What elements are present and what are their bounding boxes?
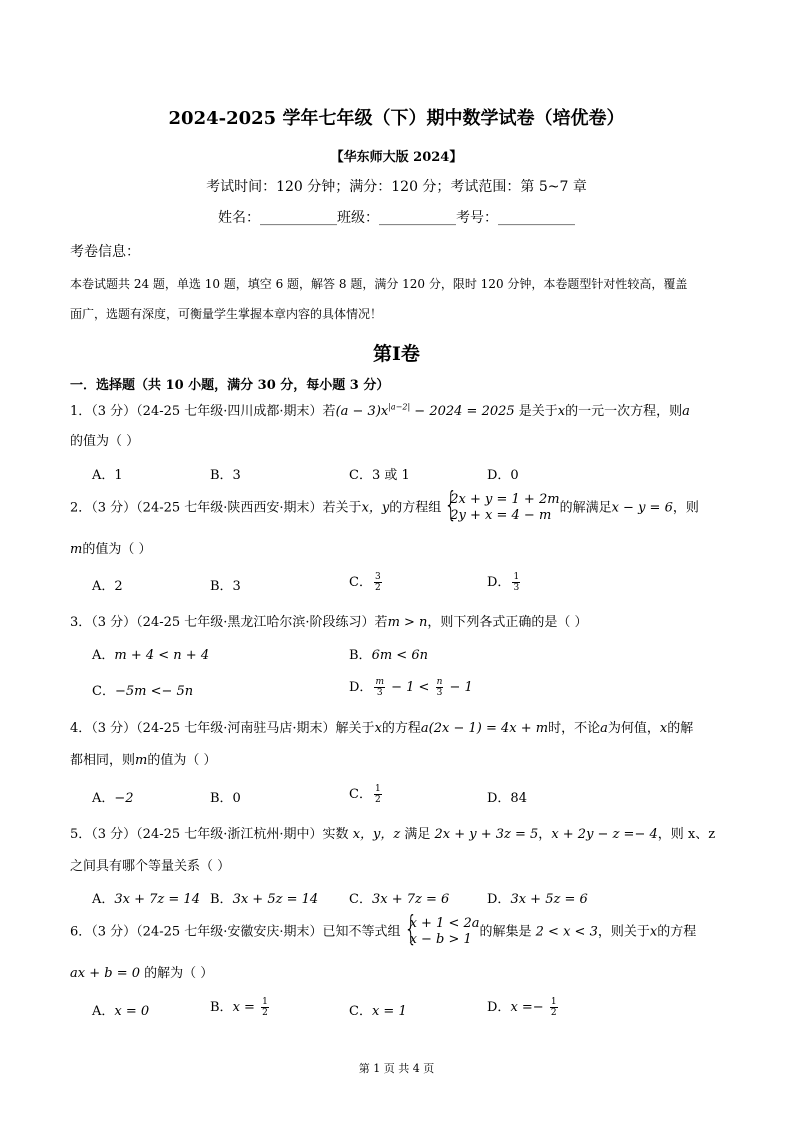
q2-option-b: B．3: [210, 579, 241, 594]
q5-option-a: A．3x + 7z = 14: [92, 892, 200, 907]
volume-title: 第Ⅰ卷: [373, 343, 420, 365]
q6-option-b-frac: $\frac{1}{2}$: [262, 997, 268, 1018]
edition-label: 【华东师大版 2024】: [330, 150, 463, 165]
q6-option-a: A．x = 0: [92, 1004, 150, 1019]
q1-sup: |a−2|: [388, 402, 411, 412]
q6-option-b: B．x = $\frac{1}{2}$: [210, 997, 268, 1018]
q2-option-c: [349, 571, 384, 593]
q2-eq1: { 2x + y = 1 + 2m: [450, 492, 560, 507]
question-1-line-1: [70, 400, 690, 419]
q2-system: [441, 492, 559, 524]
q1-var: x: [557, 404, 566, 419]
question-1-line-2: 的值为（ ）: [70, 434, 140, 449]
q2-option-c-frac: $\frac{3}{2}$: [374, 572, 381, 593]
section-title: 一．选择题（共 10 小题，满分 30 分，每小题 3 分）: [70, 378, 390, 393]
q2-mid: 的方程组: [389, 500, 442, 516]
question-2-line-1: [70, 492, 699, 524]
question-4-line-1: 4．（3 分）（24-25 七年级·河南驻马店·期末）解关于x的方程a(2x − 1) = 4x + m时，不论a为何值，x的解: [70, 721, 694, 736]
q2-option-d-label: D．: [487, 575, 511, 590]
question-3-line-1: [70, 611, 588, 630]
intro-label: 考卷信息：: [70, 244, 140, 260]
question-4-line-2: 都相同，则m的值为（ ）: [70, 753, 217, 768]
q4-option-b: B．0: [210, 791, 241, 806]
question-6-line-1: 6．（3 分）（24-25 七年级·安徽安庆·期末）已知不等式组 { x + 1 < 2a x − b > 1 的解集是 2 < x < 3，则关于x的方程: [70, 916, 696, 948]
q4-option-c-frac: $\frac{1}{2}$: [374, 784, 381, 805]
q3-option-c: C．−5m <− 5n: [92, 684, 194, 699]
q3-prefix: 3．（3 分）（24-25 七年级·黑龙江哈尔滨·阶段练习）若: [70, 615, 388, 630]
q3-option-a: A．m + 4 < n + 4: [92, 648, 210, 663]
q5-option-b: B．3x + 5z = 14: [210, 892, 319, 907]
q6-system: { x + 1 < 2a x − b > 1: [401, 916, 480, 948]
q5-option-d: D．3x + 5z = 6: [487, 892, 588, 907]
q2-option-d-frac: $\frac{1}{3}$: [513, 572, 520, 593]
q2-prefix: 2．（3 分）（24-25 七年级·陕西西安·期末）若关于: [70, 500, 362, 516]
question-2-line-2: [70, 538, 151, 557]
page-footer: 第 1 页 共 4 页: [358, 1062, 435, 1075]
student-info-line: 姓名：___________班级：___________考号：___________: [218, 210, 575, 226]
q3-option-b: B．6m < 6n: [349, 648, 428, 663]
q3-option-d-frac-2: $\frac{n}{3}$: [436, 677, 443, 698]
exam-info: 考试时间：120 分钟；满分：120 分；考试范围：第 5~7 章: [206, 179, 587, 195]
q2-vars: x，y: [361, 500, 390, 516]
q2-cond: x − y = 6: [611, 500, 673, 516]
q1-expr: (a − 3)x: [335, 404, 389, 419]
q3-option-d: D． $\frac{m}{3}$ − 1 < $\frac{n}{3}$ − 1: [349, 677, 473, 698]
q4-equation: a(2x − 1) = 4x + m: [420, 721, 549, 736]
exam-title: 2024-2025 学年七年级（下）期中数学试卷（培优卷）: [168, 108, 625, 129]
q1-expr2: − 2024 = 2025: [410, 404, 515, 419]
q2-line2-var: m: [70, 542, 83, 557]
q1-option-a: A．1: [92, 468, 123, 483]
q1-option-b: B．3: [210, 468, 241, 483]
q1-mid: 是关于: [514, 404, 558, 419]
q1-option-d: D．0: [487, 468, 519, 483]
q2-eq2: 2y + x = 4 − m: [450, 508, 552, 523]
question-6-line-2: ax + b = 0 的解为（ ）: [70, 966, 214, 981]
q2-line2: 的值为（ ）: [82, 542, 152, 557]
q1-var2: a: [682, 404, 690, 419]
q6-option-c: C．x = 1: [349, 1004, 407, 1019]
q2-mid2: 的解满足: [559, 500, 612, 516]
q2-option-a: A．2: [92, 579, 123, 594]
q5-option-c: C．3x + 7z = 6: [349, 892, 450, 907]
intro-line-2: 面广，选题有深度，可衡量学生掌握本章内容的具体情况！: [70, 307, 383, 321]
q4-option-d: D．84: [487, 791, 527, 806]
q1-prefix: 1．（3 分）（24-25 七年级·四川成都·期末）若: [70, 404, 336, 419]
q4-option-a: A．−2: [92, 791, 134, 806]
question-5-line-2: 之间具有哪个等量关系（ ）: [70, 859, 231, 874]
q6-option-d: D．x =− $\frac{1}{2}$: [487, 997, 557, 1018]
q3-end: ，则下列各式正确的是（ ）: [427, 615, 588, 630]
q2-option-d: [487, 571, 522, 593]
q1-end: 的一元一次方程，则: [565, 404, 683, 419]
q2-option-c-label: C．: [349, 575, 372, 590]
q2-end: ，则: [672, 500, 699, 516]
q3-option-d-frac-1: $\frac{m}{3}$: [375, 677, 384, 698]
q3-cond: m > n: [387, 615, 428, 630]
q6-option-d-frac: $\frac{1}{2}$: [550, 997, 557, 1018]
question-5-line-1: 5．（3 分）（24-25 七年级·浙江杭州·期中）实数 x，y，z 满足 2x + y + 3z = 5，x + 2y − z =− 4，则 x、z: [70, 827, 716, 842]
q4-option-c: C． $\frac{1}{2}$: [349, 784, 381, 805]
intro-line-1: 本卷试题共 24 题，单选 10 题，填空 6 题，解答 8 题，满分 120 分，限时 120 分钟，本卷题型针对性较高，覆盖: [70, 277, 688, 291]
q1-option-c: C．3 或 1: [349, 468, 410, 483]
